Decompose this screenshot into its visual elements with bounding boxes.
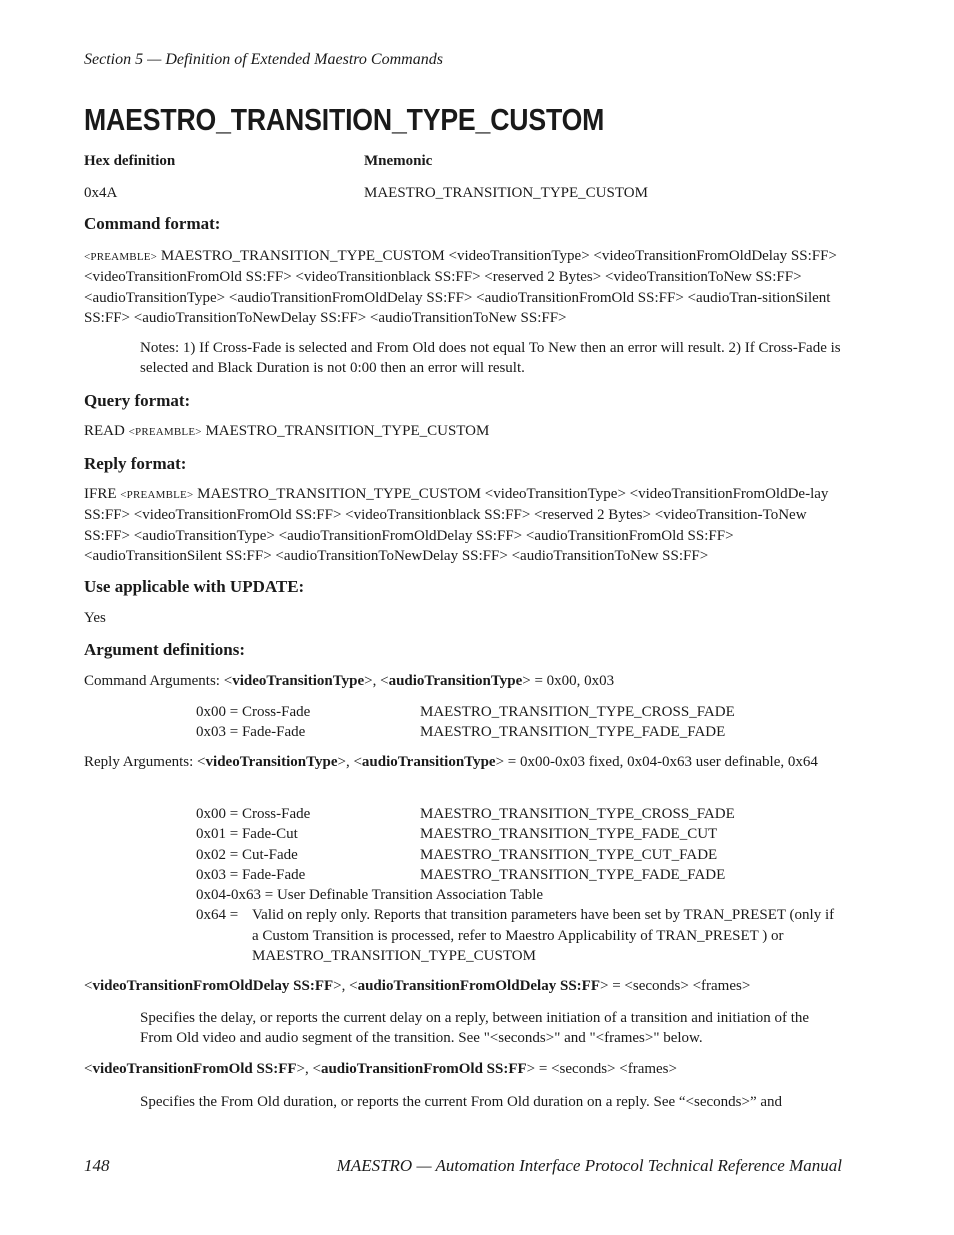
table-row (196, 865, 844, 885)
text-run: >, < (364, 673, 389, 689)
arg-name: audioTransitionFromOld SS:FF (320, 1061, 527, 1077)
arg-name: audioTransitionType (361, 754, 496, 770)
reply-args-table (196, 804, 844, 966)
from-old-description: Specifies the From Old duration, or reports the current From Old duration on a reply. See “<seconds>” and (140, 1094, 783, 1110)
value-code: 0x00 = Cross-Fade (196, 704, 311, 720)
reply-format-heading: Reply format: (84, 454, 187, 473)
value-code: 0x02 = Cut-Fade (196, 846, 298, 863)
text-run: Command Arguments: < (84, 673, 233, 689)
command-syntax: MAESTRO_TRANSITION_TYPE_CUSTOM <videoTransitionType> <videoTransitionFromOldDelay SS:FF> <videoTransitionFromOld SS:FF> <videoTransitionblack SS:FF> <reserved 2 Bytes> <videoTransitionToNew SS:FF> <audioTransitionType> <audioTransitionFromOldDelay SS:FF> <audioTransitionFromOld SS:FF> <audioTran-sitionSilent SS:FF> <audioTransitionToNewDelay SS:FF> <audioTransitionToNew SS:FF> (84, 248, 837, 326)
page-title: MAESTRO_TRANSITION_TYPE_CUSTOM (84, 102, 605, 137)
mnemonic-header: Mnemonic (364, 153, 433, 169)
text-run: < (84, 1061, 93, 1077)
text-run: < (84, 978, 93, 994)
value-name: MAESTRO_TRANSITION_TYPE_FADE_FADE (420, 724, 726, 741)
page-footer (84, 1156, 844, 1176)
command-format-text (84, 246, 844, 328)
from-old-line (84, 1059, 844, 1079)
update-heading: Use applicable with UPDATE: (84, 577, 305, 596)
table-row (196, 824, 844, 844)
value-code: 0x03 = Fade-Fade (196, 866, 306, 883)
query-format-heading: Query format: (84, 391, 191, 410)
preamble-token: <PREAMBLE> (128, 426, 202, 438)
value-name: MAESTRO_TRANSITION_TYPE_CROSS_FADE (420, 806, 735, 822)
command-args-table (196, 702, 844, 743)
reply-arguments-line (84, 752, 844, 772)
text-run: >, < (337, 754, 362, 770)
value-name: MAESTRO_TRANSITION_TYPE_FADE_FADE (420, 866, 726, 883)
hex-definition-header: Hex definition (84, 153, 176, 169)
page-number: 148 (84, 1156, 110, 1175)
update-value: Yes (84, 610, 106, 626)
argument-definitions-heading: Argument definitions: (84, 640, 246, 659)
mnemonic-value: MAESTRO_TRANSITION_TYPE_CUSTOM (364, 185, 648, 201)
table-row (196, 845, 844, 865)
query-syntax: MAESTRO_TRANSITION_TYPE_CUSTOM (201, 423, 490, 439)
value-code: 0x00 = Cross-Fade (196, 806, 311, 822)
query-prefix: READ (84, 423, 129, 439)
value-name: MAESTRO_TRANSITION_TYPE_CROSS_FADE (420, 704, 735, 720)
hex-value: 0x4A (84, 185, 118, 201)
from-old-delay-description: Specifies the delay, or reports the current delay on a reply, between initiation of a transition and initiation of the From Old video and audio segment of the transition. See "<seconds>" and "<frames>" below. (140, 1010, 810, 1047)
text-run: > = 0x00, 0x03 (522, 673, 615, 689)
arg-name: videoTransitionType (205, 754, 338, 770)
query-format-text (84, 421, 844, 442)
value-code: 0x03 = Fade-Fade (196, 724, 306, 741)
value-name: MAESTRO_TRANSITION_TYPE_CUT_FADE (420, 846, 718, 863)
command-notes: Notes: 1) If Cross-Fade is selected and From Old does not equal To New then an error will result. 2) If Cross-Fade is selected and Black Duration is not 0:00 then an error will result. (140, 340, 841, 377)
text-run: >, < (333, 978, 358, 994)
x64-text: Valid on reply only. Reports that transition parameters have been set by TRAN_PRESET (only if a Custom Transition is processed, refer to Maestro Applicability of TRAN_PRESET ) or MAESTRO_TRANSITION_TYPE_CUSTOM (252, 907, 835, 965)
table-row (196, 702, 844, 722)
arg-name: videoTransitionFromOldDelay SS:FF (92, 978, 334, 994)
reply-syntax: MAESTRO_TRANSITION_TYPE_CUSTOM <videoTransitionType> <videoTransitionFromOldDe-lay SS:FF> <videoTransitionFromOld SS:FF> <videoTransitionblack SS:FF> <reserved 2 Bytes> <videoTransition-ToNew SS:FF> <audioTransitionType> <audioTransitionFromOldDelay SS:FF> <audioTransitionFromOld SS:FF> <audioTransitionSilent SS:FF> <audioTransitionToNewDelay SS:FF> <audioTransitionToNew SS:FF> (84, 486, 829, 564)
reply-format-text (84, 484, 844, 566)
text-run: > = <seconds> <frames> (526, 1061, 677, 1077)
text-run: Reply Arguments: < (84, 754, 206, 770)
text-run: > = <seconds> <frames> (599, 978, 751, 994)
command-arguments-line (84, 671, 844, 691)
text-run: >, < (296, 1061, 321, 1077)
preamble-token: <PREAMBLE> (120, 489, 194, 501)
manual-title: MAESTRO — Automation Interface Protocol Technical Reference Manual (336, 1156, 842, 1175)
value-code: 0x01 = Fade-Cut (196, 826, 298, 843)
table-row (196, 722, 844, 742)
table-row (196, 804, 844, 824)
preamble-token: <PREAMBLE> (84, 251, 158, 263)
reply-prefix: IFRE (84, 486, 121, 502)
range-line: 0x04-0x63 = User Definable Transition Association Table (196, 887, 544, 904)
from-old-delay-line (84, 976, 844, 996)
value-name: MAESTRO_TRANSITION_TYPE_FADE_CUT (420, 826, 718, 843)
arg-name: videoTransitionFromOld SS:FF (92, 1061, 297, 1077)
arg-name: videoTransitionType (232, 673, 365, 689)
x64-note (196, 905, 844, 966)
arg-name: audioTransitionFromOldDelay SS:FF (357, 978, 600, 994)
text-run: > = 0x00-0x03 fixed, 0x04-0x63 user definable, 0x64 (495, 754, 818, 770)
x64-label: 0x64 = (196, 907, 239, 924)
command-format-heading: Command format: (84, 214, 221, 233)
arg-name: audioTransitionType (388, 673, 523, 689)
running-head: Section 5 — Definition of Extended Maestro Commands (84, 51, 443, 68)
